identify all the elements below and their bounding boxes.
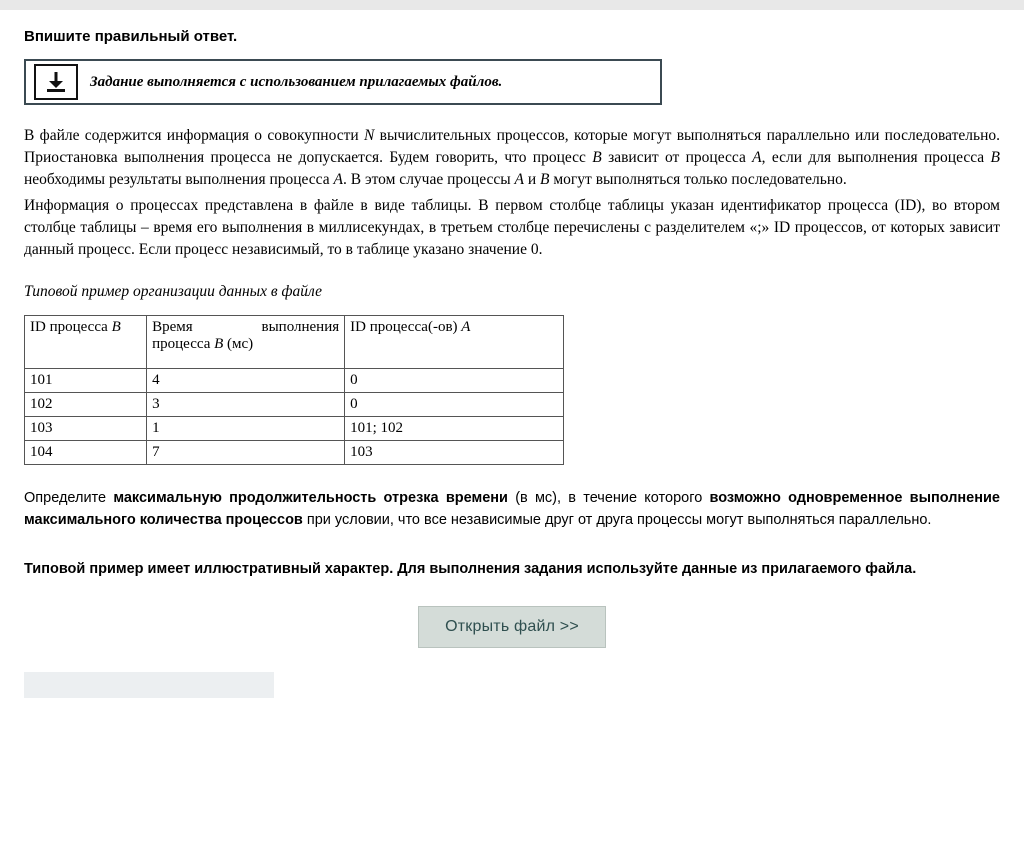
header-time-line2b: (мс): [223, 336, 254, 352]
task-part2: (в мс), в течение которого: [507, 490, 710, 506]
cell-deps: 101; 102: [345, 417, 564, 441]
header-deps-var: A: [461, 319, 471, 335]
desc1-var-b3: B: [540, 171, 550, 188]
task-statement: [24, 487, 1000, 532]
answer-input[interactable]: [24, 672, 274, 698]
header-time-word2: выполнения: [261, 319, 340, 335]
cell-time: 1: [147, 417, 345, 441]
table-row: [25, 369, 564, 393]
cell-time: 7: [147, 441, 345, 465]
example-note: Типовой пример организации данных в файле: [24, 283, 323, 300]
header-id-var: B: [111, 319, 121, 335]
desc1-var-a2: A: [333, 171, 343, 188]
cell-deps: 0: [345, 369, 564, 393]
desc1-var-b2: B: [990, 149, 1000, 166]
header-time-line2a: процесса: [152, 336, 215, 352]
cell-deps: 103: [345, 441, 564, 465]
example-table: [24, 315, 564, 465]
cell-id: 104: [25, 441, 147, 465]
cell-time: 4: [147, 369, 345, 393]
button-row: [24, 606, 1000, 648]
cell-id: 103: [25, 417, 147, 441]
desc1-part1: В файле содержится информация о совокупности: [24, 127, 364, 144]
desc1-part4: , если для выполнения процесса: [761, 149, 991, 166]
attachment-label: Задание выполняется с использованием прилагаемых файлов.: [90, 73, 503, 90]
table-row: [25, 417, 564, 441]
page-title: Впишите правильный ответ.: [24, 28, 238, 45]
cell-deps: 0: [345, 393, 564, 417]
desc1-part7: и: [523, 171, 541, 188]
description-paragraph-2: Информация о процессах представлена в файле в виде таблицы. В первом столбце таблицы указан идентификатор процесса (ID), во втором столбце таблицы – время его выполнения в миллисекундах, в третьем столбце перечислены с разделителем «;» ID процессов, от которых зависит данный процесс. Если процесс независимый, то в таблице указано значение 0.: [24, 197, 1000, 258]
description-paragraph-1: [24, 125, 1000, 191]
header-deps-text: ID процесса(-ов): [350, 319, 462, 335]
illustrative-note: Типовой пример имеет иллюстративный характер. Для выполнения задания используйте данные из прилагаемого файла.: [24, 560, 917, 577]
task-bold1: максимальную продолжительность отрезка времени: [113, 490, 508, 506]
desc1-var-a: A: [752, 149, 762, 166]
desc1-part6: . В этом случае процессы: [342, 171, 515, 188]
table-header-deps: [345, 316, 564, 369]
cell-time: 3: [147, 393, 345, 417]
header-id-text: ID процесса: [30, 319, 112, 335]
desc1-var-n: N: [364, 127, 375, 144]
cell-id: 102: [25, 393, 147, 417]
header-time-var: B: [214, 336, 224, 352]
document-page: [0, 28, 1024, 698]
desc1-part2: вычислительных процессов, которые могут выполняться параллельно или последовательно. Приостановка выполнения процесса не допускается. Будем говорить, что процесс: [24, 127, 1000, 166]
task-bold2: возможно одновременное выполнение максимального количества процессов: [24, 490, 1000, 529]
desc1-var-a3: A: [514, 171, 524, 188]
table-header-time: [147, 316, 345, 369]
table-row: [25, 393, 564, 417]
cell-id: 101: [25, 369, 147, 393]
open-file-button[interactable]: Открыть файл >>: [418, 606, 606, 648]
desc1-part8: могут выполняться только последовательно.: [549, 171, 847, 188]
desc1-part5: необходимы результаты выполнения процесса: [24, 171, 334, 188]
table-row: [25, 441, 564, 465]
task-part1: Определите: [24, 490, 114, 506]
task-part3: при условии, что все независимые друг от друга процессы могут выполняться параллельно.: [302, 512, 932, 529]
desc1-part3: зависит от процесса: [601, 149, 753, 166]
desc1-var-b: B: [592, 149, 602, 166]
table-header-row: [25, 316, 564, 369]
table-header-id: [25, 316, 147, 369]
header-time-word1: Время: [152, 319, 193, 335]
top-bar: [0, 0, 1024, 10]
download-icon: [34, 64, 78, 100]
attachment-notice: [24, 59, 662, 105]
